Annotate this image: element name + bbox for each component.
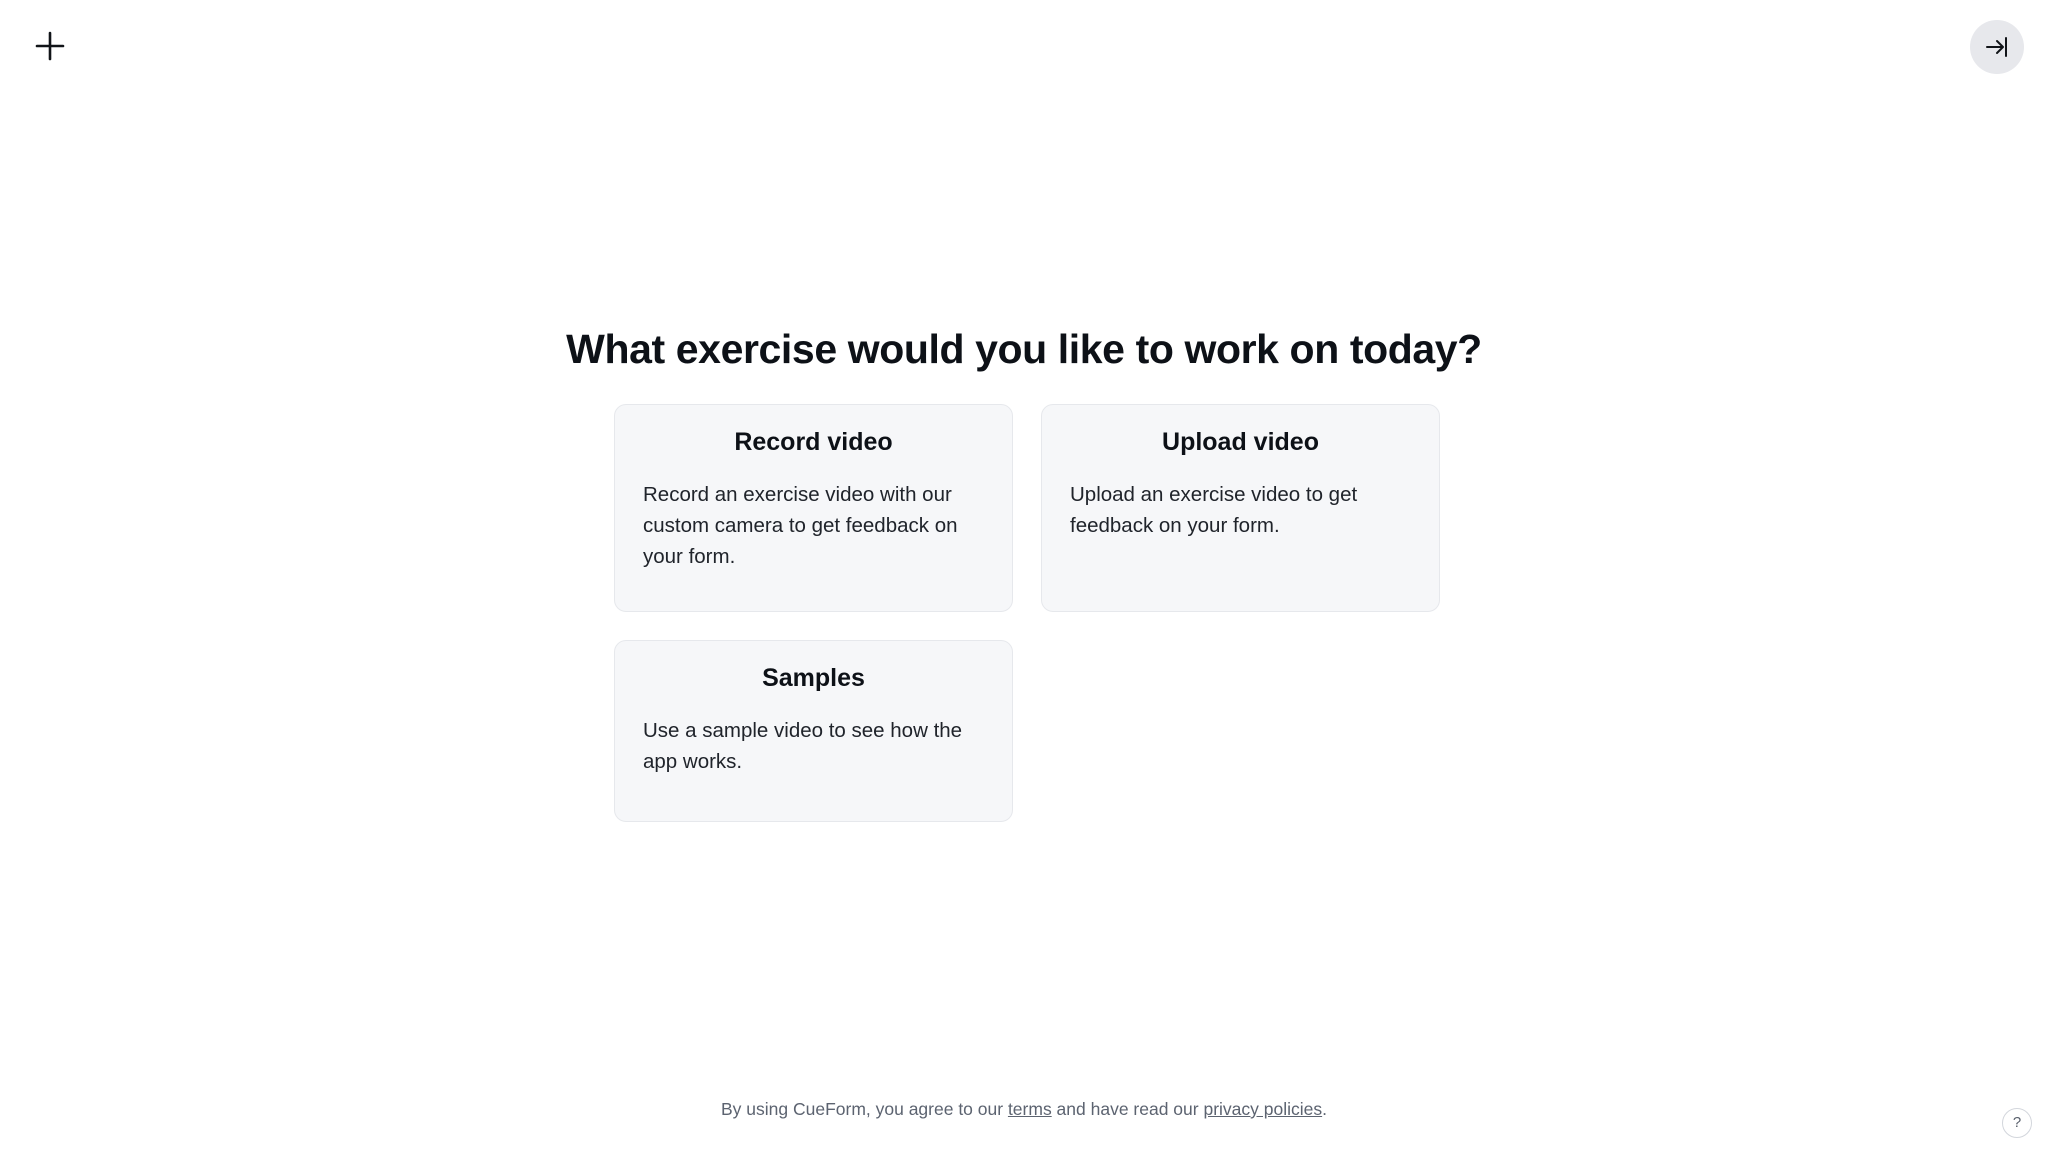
card-title: Record video (734, 428, 893, 456)
footer-text-after: . (1322, 1099, 1327, 1119)
terms-link[interactable]: terms (1007, 1099, 1052, 1119)
card-title: Samples (762, 664, 865, 692)
footer-text-before: By using CueForm, you agree to our (720, 1099, 1008, 1119)
option-card-list (614, 404, 1440, 822)
card-samples[interactable] (614, 640, 1013, 822)
footer-text-middle: and have read our (1051, 1099, 1204, 1119)
help-button[interactable]: ? (2002, 1108, 2032, 1138)
page-title: What exercise would you like to work on today? (566, 326, 1482, 372)
card-upload-video[interactable] (1041, 404, 1440, 612)
card-description: Record an exercise video with our custom camera to get feedback on your form. (643, 483, 958, 569)
card-record-video[interactable] (614, 404, 1013, 612)
footer-legal-text (0, 1099, 2048, 1120)
card-description: Use a sample video to see how the app works. (643, 719, 963, 774)
card-description: Upload an exercise video to get feedback on your form. (1070, 483, 1358, 538)
card-title: Upload video (1162, 428, 1319, 456)
privacy-policies-link[interactable]: privacy policies (1203, 1099, 1323, 1119)
